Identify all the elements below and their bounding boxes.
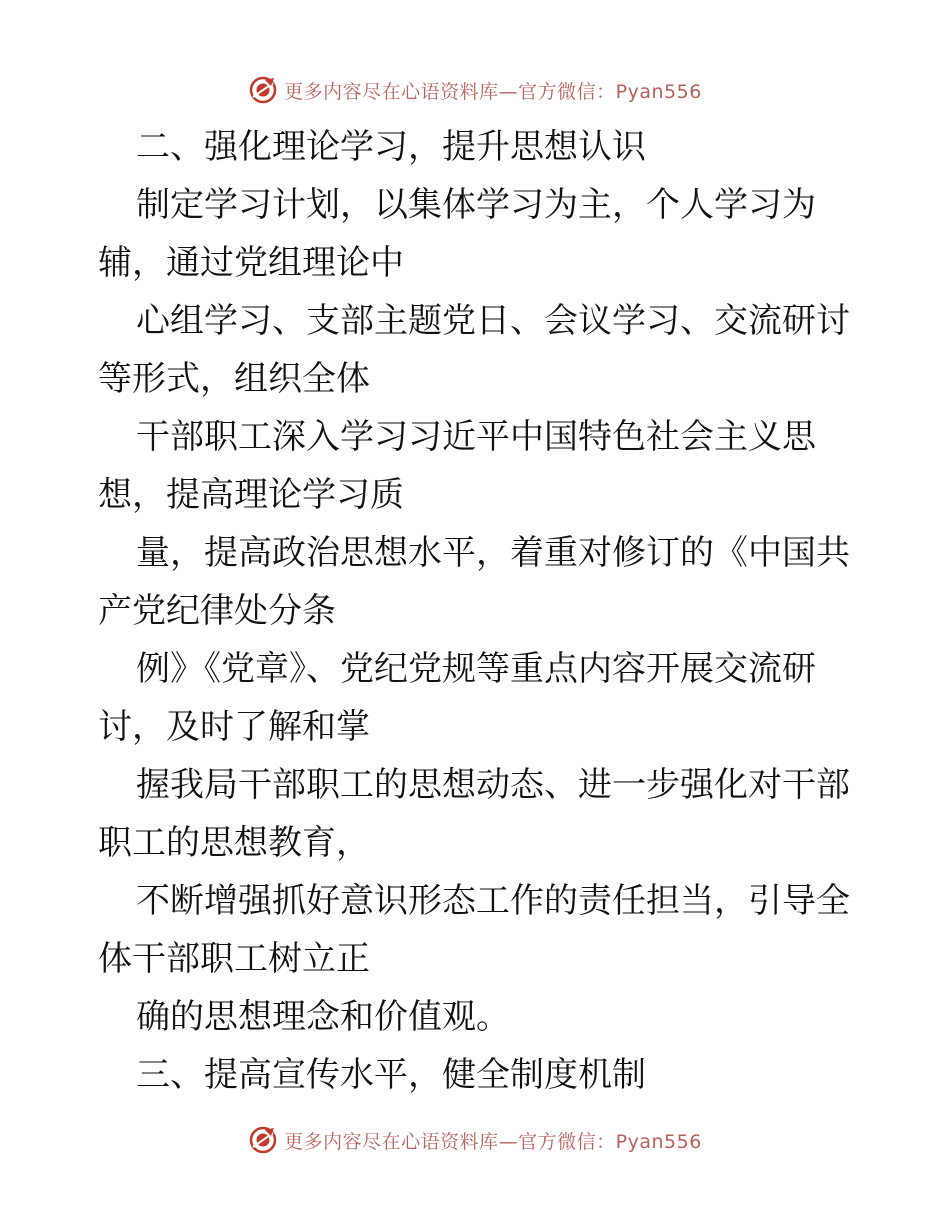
paragraph-line: 讨，及时了解和掌 (98, 707, 370, 747)
paragraph-line: 干部职工深入学习习近平中国特色社会主义思 (136, 417, 816, 457)
header-banner-text: 更多内容尽在心语资料库—官方微信：Pyan556 (284, 80, 702, 103)
header-banner (0, 70, 950, 110)
seal-logo-icon (248, 1125, 278, 1155)
paragraph-line: 等形式，组织全体 (98, 359, 370, 399)
footer-banner-text: 更多内容尽在心语资料库—官方微信：Pyan556 (284, 1130, 702, 1153)
paragraph-line: 心组学习、支部主题党日、会议学习、交流研讨 (136, 301, 850, 341)
section-heading: 三、提高宣传水平，健全制度机制 (136, 1055, 646, 1095)
paragraph-line: 不断增强抓好意识形态工作的责任担当，引导全 (136, 881, 850, 921)
paragraph-line: 体干部职工树立正 (98, 939, 370, 979)
footer-banner (0, 1120, 950, 1160)
paragraph-line: 想，提高理论学习质 (98, 475, 404, 515)
paragraph-line: 制定学习计划，以集体学习为主，个人学习为 (136, 185, 816, 225)
paragraph-line: 例》《党章》、党纪党规等重点内容开展交流研 (136, 649, 816, 689)
seal-logo-icon (248, 75, 278, 105)
paragraph-line: 产党纪律处分条 (98, 591, 336, 631)
paragraph-line: 确的思想理念和价值观。 (136, 997, 510, 1037)
paragraph-line: 量，提高政治思想水平，着重对修订的《中国共 (136, 533, 850, 573)
paragraph-line: 职工的思想教育， (98, 823, 370, 863)
section-heading: 二、强化理论学习，提升思想认识 (136, 127, 646, 167)
paragraph-line: 握我局干部职工的思想动态、进一步强化对干部 (136, 765, 850, 805)
paragraph-line: 辅，通过党组理论中 (98, 243, 404, 283)
